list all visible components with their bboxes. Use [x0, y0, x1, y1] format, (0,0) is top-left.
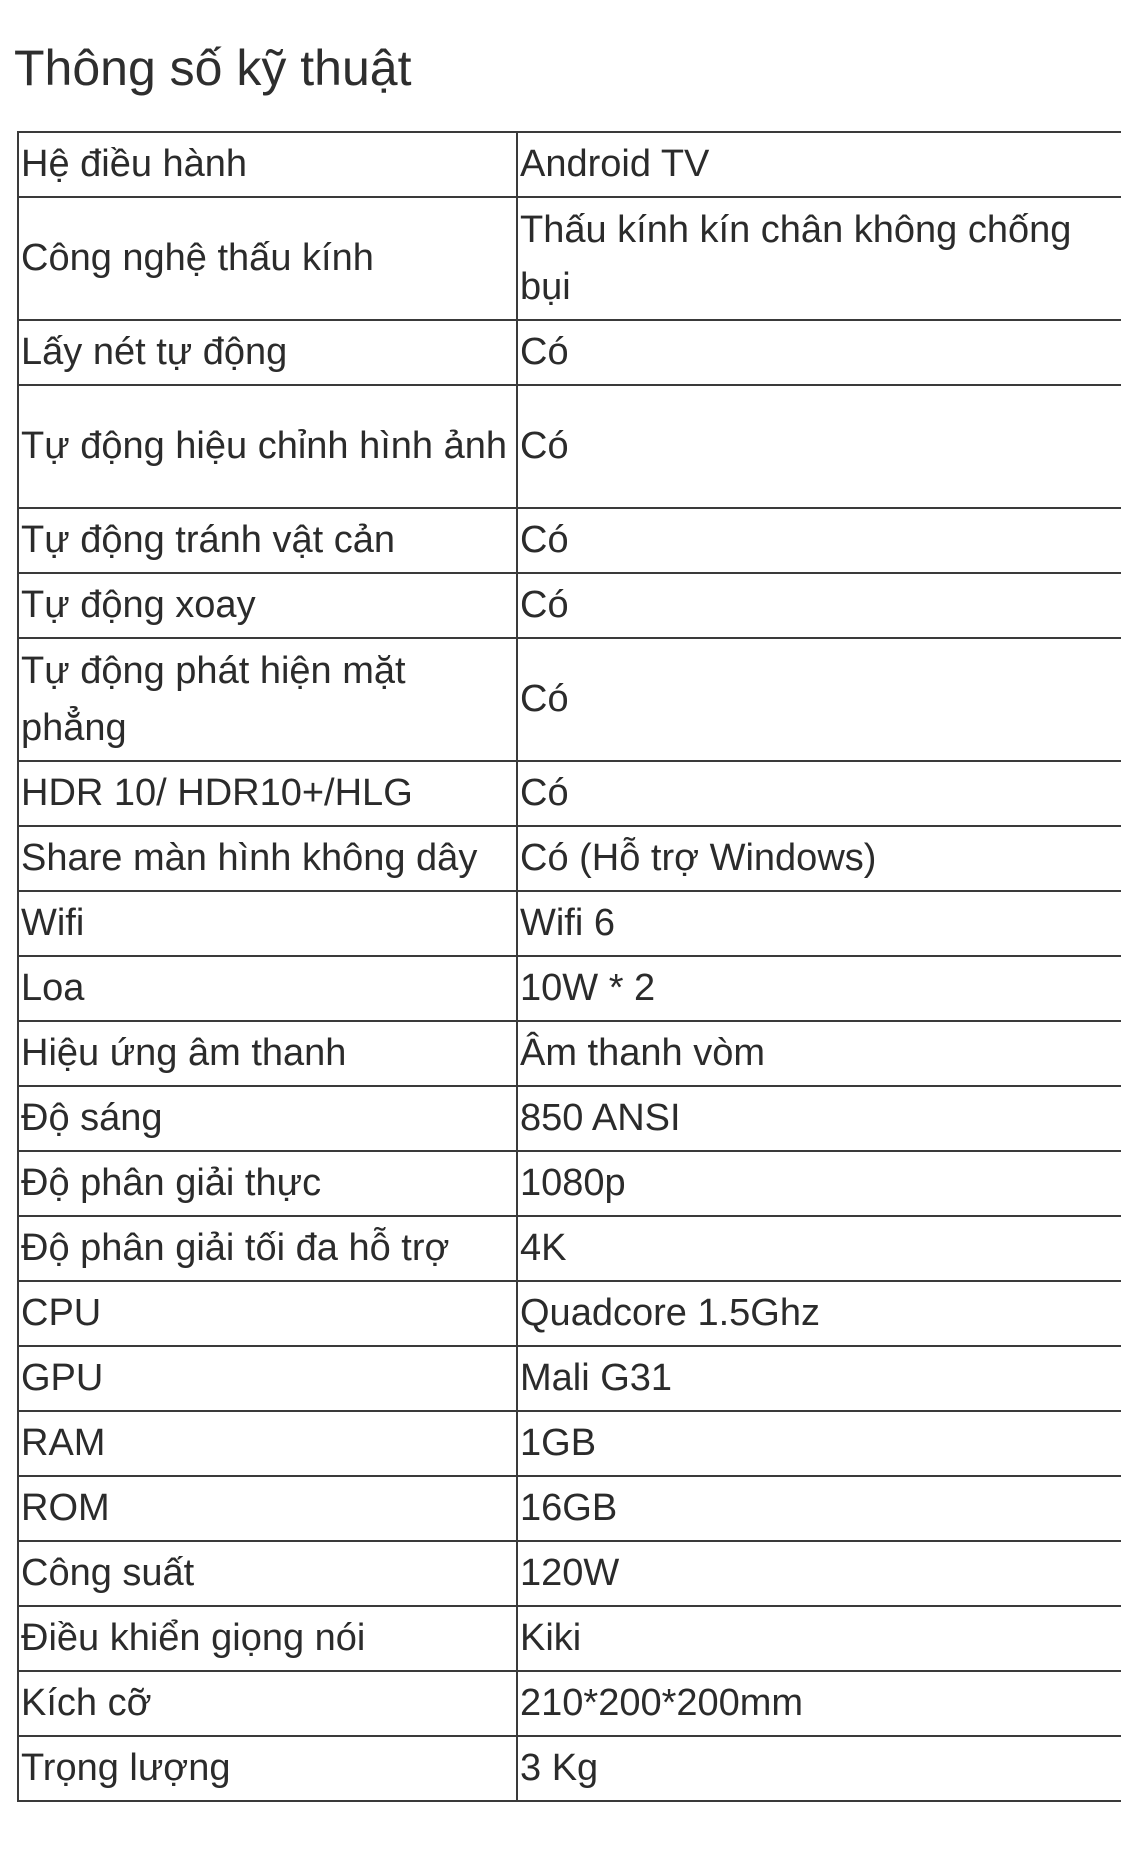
spec-value: Có	[517, 573, 1121, 638]
table-row	[18, 1411, 1121, 1476]
spec-value: Mali G31	[517, 1346, 1121, 1411]
spec-label: Tự động phát hiện mặt phẳng	[18, 638, 517, 761]
spec-label: Tự động hiệu chỉnh hình ảnh	[18, 385, 517, 508]
spec-label: RAM	[18, 1411, 517, 1476]
table-row	[18, 508, 1121, 573]
page-title: Thông số kỹ thuật	[14, 40, 412, 96]
table-row	[18, 132, 1121, 197]
table-row	[18, 1216, 1121, 1281]
spec-value: 120W	[517, 1541, 1121, 1606]
table-row	[18, 1021, 1121, 1086]
table-row	[18, 1281, 1121, 1346]
spec-value: Kiki	[517, 1606, 1121, 1671]
spec-value: Có	[517, 638, 1121, 761]
spec-label: Độ sáng	[18, 1086, 517, 1151]
spec-value: Âm thanh vòm	[517, 1021, 1121, 1086]
table-row	[18, 197, 1121, 320]
table-row	[18, 826, 1121, 891]
spec-label: Hệ điều hành	[18, 132, 517, 197]
spec-value: Android TV	[517, 132, 1121, 197]
spec-label: Công suất	[18, 1541, 517, 1606]
table-row	[18, 1151, 1121, 1216]
spec-value: 16GB	[517, 1476, 1121, 1541]
table-row	[18, 638, 1121, 761]
spec-label: CPU	[18, 1281, 517, 1346]
spec-label: Share màn hình không dây	[18, 826, 517, 891]
spec-label: Độ phân giải thực	[18, 1151, 517, 1216]
spec-label: Loa	[18, 956, 517, 1021]
table-row	[18, 385, 1121, 508]
spec-value: Có	[517, 385, 1121, 508]
spec-label: Hiệu ứng âm thanh	[18, 1021, 517, 1086]
spec-value: Có	[517, 761, 1121, 826]
table-row	[18, 1606, 1121, 1671]
spec-value: 1080p	[517, 1151, 1121, 1216]
table-row	[18, 320, 1121, 385]
spec-value: 4K	[517, 1216, 1121, 1281]
table-row	[18, 1736, 1121, 1801]
spec-label: Tự động xoay	[18, 573, 517, 638]
spec-value: 10W * 2	[517, 956, 1121, 1021]
spec-label: Wifi	[18, 891, 517, 956]
spec-value: Wifi 6	[517, 891, 1121, 956]
table-row	[18, 1476, 1121, 1541]
spec-value: Có	[517, 320, 1121, 385]
spec-value: Thấu kính kín chân không chống bụi	[517, 197, 1121, 320]
spec-value: Quadcore 1.5Ghz	[517, 1281, 1121, 1346]
spec-label: Độ phân giải tối đa hỗ trợ	[18, 1216, 517, 1281]
table-row	[18, 761, 1121, 826]
spec-value: Có	[517, 508, 1121, 573]
spec-value: 1GB	[517, 1411, 1121, 1476]
spec-value: 850 ANSI	[517, 1086, 1121, 1151]
spec-label: ROM	[18, 1476, 517, 1541]
spec-value: Có (Hỗ trợ Windows)	[517, 826, 1121, 891]
spec-label: Công nghệ thấu kính	[18, 197, 517, 320]
table-row	[18, 1346, 1121, 1411]
spec-value: 210*200*200mm	[517, 1671, 1121, 1736]
table-row	[18, 1541, 1121, 1606]
table-row	[18, 573, 1121, 638]
table-row	[18, 956, 1121, 1021]
table-row	[18, 1086, 1121, 1151]
spec-label: GPU	[18, 1346, 517, 1411]
table-row	[18, 891, 1121, 956]
spec-label: HDR 10/ HDR10+/HLG	[18, 761, 517, 826]
spec-label: Điều khiển giọng nói	[18, 1606, 517, 1671]
spec-label: Trọng lượng	[18, 1736, 517, 1801]
spec-label: Lấy nét tự động	[18, 320, 517, 385]
table-row	[18, 1671, 1121, 1736]
spec-value: 3 Kg	[517, 1736, 1121, 1801]
spec-label: Kích cỡ	[18, 1671, 517, 1736]
spec-table	[17, 131, 1121, 1802]
spec-label: Tự động tránh vật cản	[18, 508, 517, 573]
